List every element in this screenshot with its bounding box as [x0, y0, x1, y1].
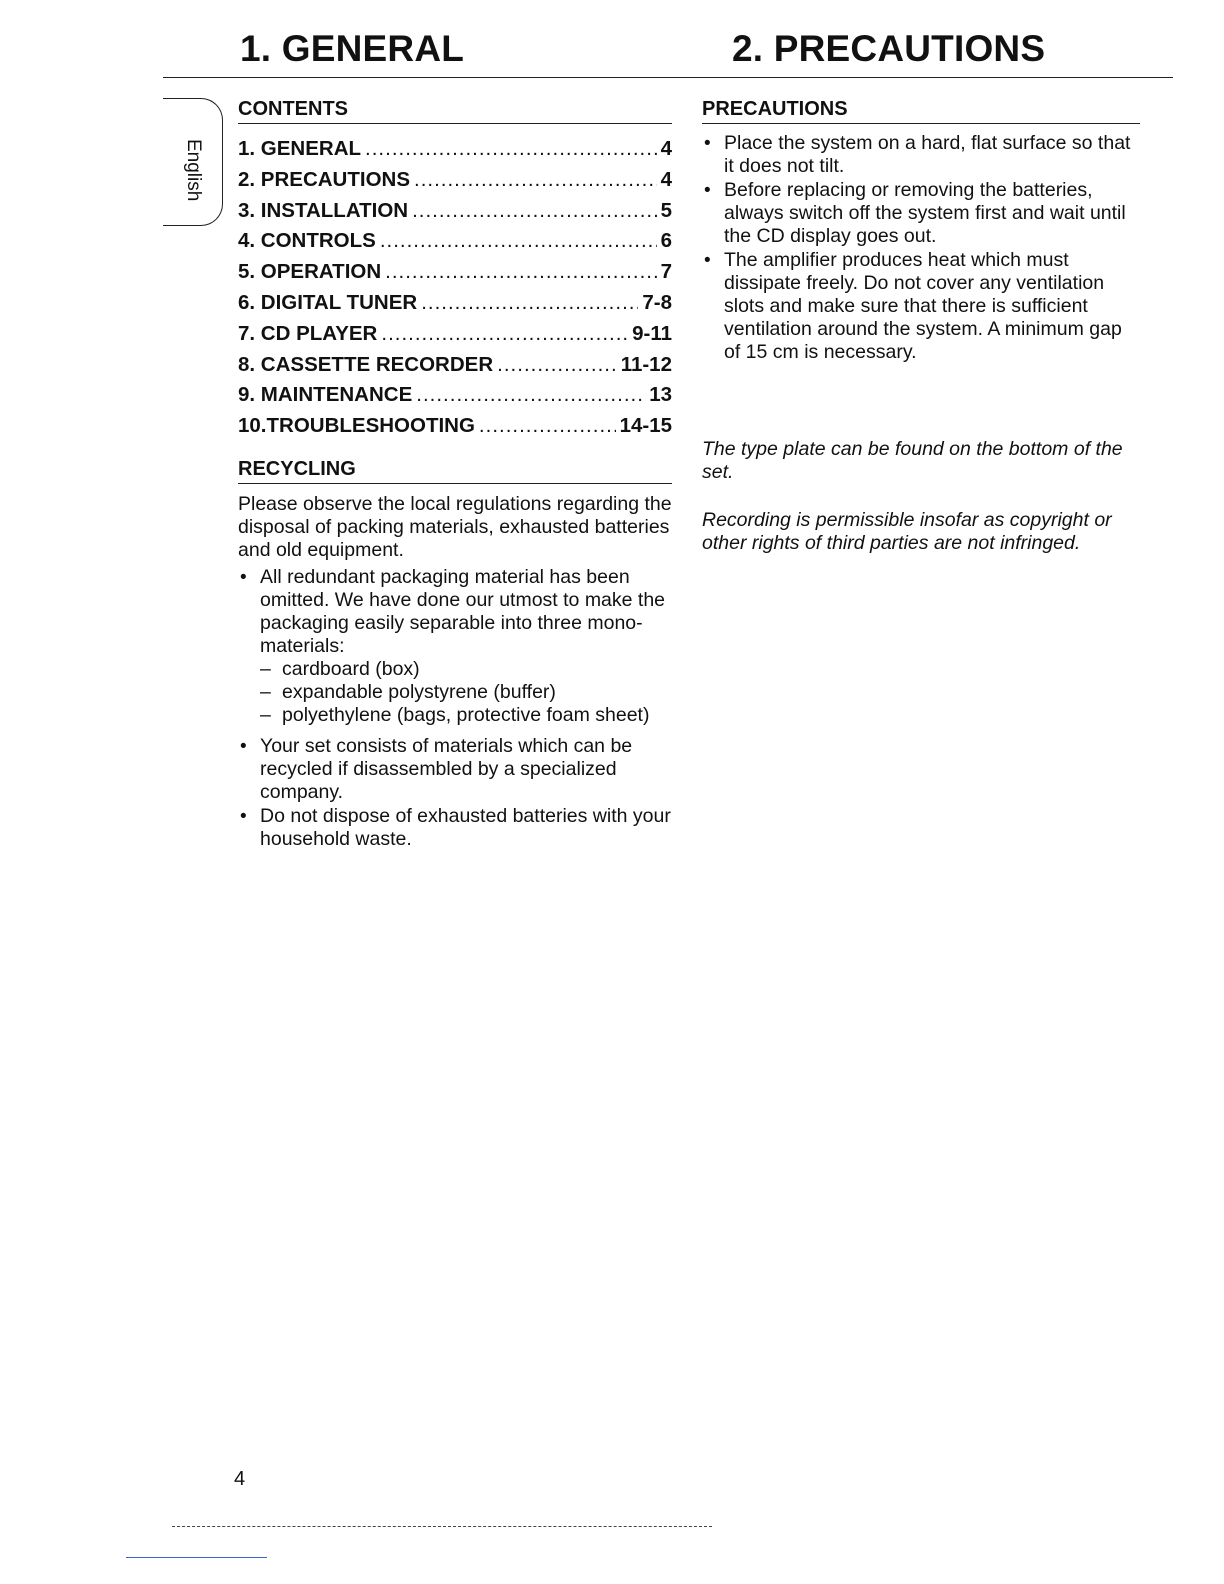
toc-item [238, 196, 672, 227]
toc-leader [414, 165, 657, 196]
toc-item [238, 411, 672, 442]
bullet-icon: • [240, 566, 247, 588]
dash-icon: – [260, 657, 271, 680]
toc-leader [380, 226, 657, 257]
material-item [260, 658, 672, 681]
page-number: 4 [234, 1468, 246, 1490]
list-item [238, 805, 672, 851]
header-rule [163, 77, 1173, 78]
toc-item-page: 4 [660, 137, 672, 160]
toc-item [238, 257, 672, 288]
toc-item-page: 7 [660, 260, 672, 284]
toc-item-page: 11-12 [620, 352, 672, 376]
scan-artifact-blue-line [126, 1557, 267, 1558]
toc-item-label: 5. OPERATION [238, 260, 382, 284]
toc-item-label: 1. GENERAL [238, 137, 362, 160]
toc-item [238, 380, 672, 411]
bullet-icon: • [704, 250, 711, 271]
toc-item-label: 10.TROUBLESHOOTING [238, 414, 475, 438]
recycling-bullet-text: Your set consists of materials which can be recycled if disassembled by a specialized company. [260, 734, 633, 803]
recycling-bullet-text: Do not dispose of exhausted batteries with your household waste. [260, 804, 671, 850]
precaution-text: The amplifier produces heat which must dissipate freely. Do not cover any ventilation slots and make sure that there is sufficient ventilation around the system. A minimum gap of 15 cm is necessary. [724, 249, 1122, 363]
toc-item-label: 7. CD PLAYER [238, 321, 378, 345]
toc-item-label: 6. DIGITAL TUNER [238, 290, 418, 314]
toc-item [238, 288, 672, 319]
list-item [238, 735, 672, 804]
material-text: polyethylene (bags, protective foam sheet) [282, 703, 650, 726]
material-text: cardboard (box) [282, 657, 420, 680]
scan-artifact-line [172, 1526, 712, 1527]
toc-item-page: 7-8 [642, 290, 672, 314]
toc-item-label: 9. MAINTENANCE [238, 383, 413, 407]
toc-leader [381, 319, 628, 350]
toc-item-label: 8. CASSETTE RECORDER [238, 352, 494, 376]
toc-leader [416, 380, 645, 411]
toc-item [238, 226, 672, 257]
recycling-bullets [238, 566, 672, 851]
toc-leader [365, 134, 657, 165]
toc-item [238, 319, 672, 350]
page-title-precautions: 2. PRECAUTIONS [732, 28, 1046, 69]
toc-leader [497, 350, 617, 381]
page-title-general: 1. GENERAL [240, 28, 465, 69]
toc-item-label: 4. CONTROLS [238, 229, 376, 253]
list-item [702, 249, 1140, 364]
precautions-heading: PRECAUTIONS [702, 98, 1140, 124]
recycling-bullet-text: All redundant packaging material has been omitted. We have done our utmost to make the packaging easily separable into three mono-materials: [260, 565, 666, 657]
toc-item-label: 2. PRECAUTIONS [238, 167, 410, 191]
language-tab-label: English [183, 139, 204, 202]
toc-item-page: 5 [660, 198, 672, 222]
toc-leader [421, 288, 638, 319]
material-item [260, 704, 672, 727]
precautions-bullets [702, 132, 1140, 364]
toc-leader [479, 411, 616, 442]
toc-leader [412, 196, 657, 227]
toc-item [238, 134, 672, 165]
left-column [238, 98, 672, 852]
recycling-intro: Please observe the local regulations regarding the disposal of packing materials, exhausted batteries and old equipment. [238, 492, 672, 561]
bullet-icon: • [704, 180, 711, 201]
contents-heading: CONTENTS [238, 98, 672, 124]
right-column [702, 98, 1140, 554]
precaution-text: Before replacing or removing the batteries, always switch off the system first and wait until the CD display goes out. [724, 179, 1126, 247]
table-of-contents [238, 134, 672, 442]
toc-item-page: 14-15 [619, 414, 672, 438]
bullet-icon: • [240, 805, 247, 827]
language-tab [163, 98, 223, 226]
toc-item-page: 4 [660, 167, 672, 191]
precaution-text: Place the system on a hard, flat surface so that it does not tilt. [724, 132, 1131, 177]
dash-icon: – [260, 680, 271, 703]
materials-list [260, 658, 672, 727]
bullet-icon: • [240, 735, 247, 757]
bullet-icon: • [704, 133, 711, 154]
list-item [702, 179, 1140, 248]
toc-leader [385, 257, 656, 288]
toc-item-page: 9-11 [632, 321, 672, 345]
toc-item-page: 13 [649, 383, 672, 407]
type-plate-note: The type plate can be found on the bottom of the set. [702, 438, 1123, 483]
material-item [260, 681, 672, 704]
recording-note: Recording is permissible insofar as copyright or other rights of third parties are not infringed. [702, 509, 1112, 554]
dash-icon: – [260, 703, 271, 726]
list-item [702, 132, 1140, 178]
list-item [238, 566, 672, 727]
recycling-heading: RECYCLING [238, 458, 672, 484]
toc-item-label: 3. INSTALLATION [238, 198, 409, 222]
toc-item [238, 165, 672, 196]
material-text: expandable polystyrene (buffer) [282, 680, 556, 703]
toc-item-page: 6 [660, 229, 672, 253]
toc-item [238, 350, 672, 381]
